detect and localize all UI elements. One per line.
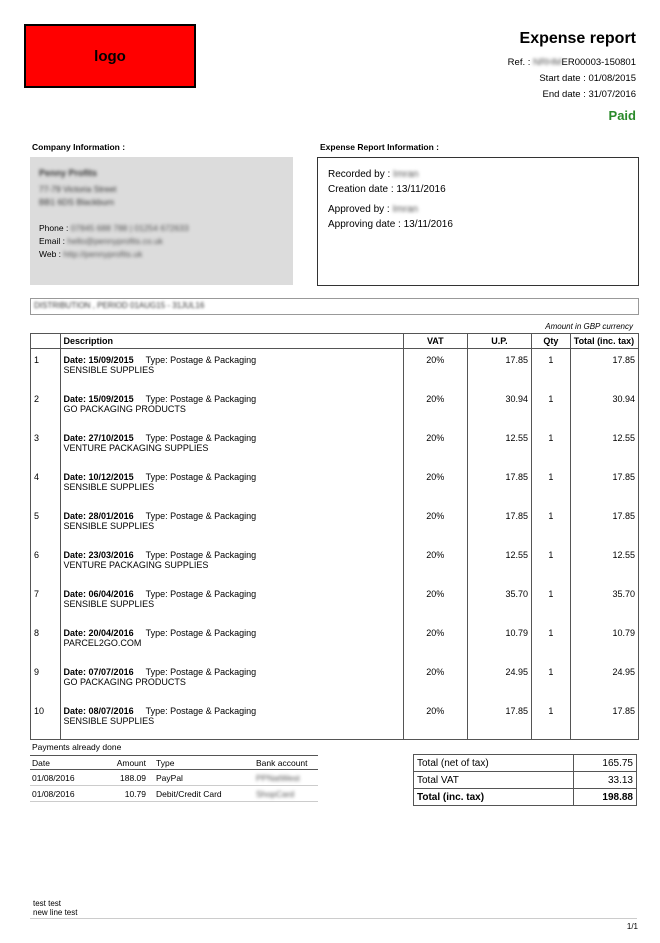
line-total: 35.70 [570,583,638,622]
line-date: Date: 07/07/2016 [63,667,134,677]
line-description [60,349,403,389]
line-total: 17.85 [570,700,638,740]
footer-line-2: new line test [33,908,78,917]
total-inc-label: Total (inc. tax) [414,789,574,806]
line-vat: 20% [403,388,467,427]
line-description [60,544,403,583]
line-unit-price: 30.94 [467,388,531,427]
line-supplier: PARCEL2GO.COM [63,638,142,648]
line-description [60,700,403,740]
line-date: Date: 28/01/2016 [63,511,134,521]
line-total: 10.79 [570,622,638,661]
table-header-row [31,334,639,349]
payments-title: Payments already done [32,742,122,752]
line-supplier: VENTURE PACKAGING SUPPLIES [63,443,209,453]
approving-date: Approving date : 13/11/2016 [328,219,453,230]
line-type: Type: Postage & Packaging [145,550,257,560]
line-number: 5 [31,505,61,544]
line-supplier: SENSIBLE SUPPLIES [63,482,155,492]
total-net-row [414,755,637,772]
line-qty: 1 [532,661,571,700]
phone-value: 07845 688 788 | 01254 672633 [70,223,189,233]
line-unit-price: 35.70 [467,583,531,622]
pay-col-amount: Amount [94,756,154,770]
payment-bank-value: ShopCard [256,788,295,799]
line-vat: 20% [403,544,467,583]
line-date: Date: 27/10/2015 [63,433,134,443]
pay-col-bank: Bank account [254,756,318,770]
line-total: 17.85 [570,505,638,544]
line-description [60,388,403,427]
line-type: Type: Postage & Packaging [145,511,257,521]
line-unit-price: 17.85 [467,349,531,389]
line-date: Date: 15/09/2015 [63,394,134,404]
line-date: Date: 20/04/2016 [63,628,134,638]
table-row [31,505,639,544]
line-supplier: SENSIBLE SUPPLIES [63,716,155,726]
line-unit-price: 10.79 [467,622,531,661]
line-type: Type: Postage & Packaging [145,355,257,365]
end-date: End date : 31/07/2016 [542,89,636,100]
email-label: Email : [39,236,65,246]
table-row [31,661,639,700]
distribution-box [30,298,639,315]
distribution-text: DISTRIBUTION , PERIOD 01AUG15 - 31JUL16 [34,301,205,310]
document-title: Expense report [519,30,636,47]
line-number: 4 [31,466,61,505]
col-vat: VAT [403,334,467,349]
company-section-title: Company Information : [32,142,126,152]
table-row [31,583,639,622]
line-unit-price: 24.95 [467,661,531,700]
line-description [60,622,403,661]
line-date: Date: 23/03/2016 [63,550,134,560]
line-vat: 20% [403,427,467,466]
approved-label: Approved by : [328,204,390,215]
reference [508,57,636,68]
line-qty: 1 [532,349,571,389]
line-supplier: SENSIBLE SUPPLIES [63,365,155,375]
line-total: 17.85 [570,349,638,389]
total-vat-row [414,772,637,789]
line-unit-price: 17.85 [467,700,531,740]
currency-note: Amount in GBP currency [545,322,633,331]
pay-col-type: Type [154,756,254,770]
line-vat: 20% [403,466,467,505]
web-value: http://pennyprofits.uk [63,249,143,259]
payment-bank [254,786,318,802]
phone-label: Phone : [39,223,69,233]
line-number: 8 [31,622,61,661]
line-unit-price: 12.55 [467,544,531,583]
status-badge: Paid [608,108,636,123]
payments-header-row [30,756,318,770]
line-date: Date: 06/04/2016 [63,589,134,599]
line-qty: 1 [532,427,571,466]
line-total: 24.95 [570,661,638,700]
line-qty: 1 [532,700,571,740]
company-name: Penny Profits [39,168,98,178]
payment-bank [254,770,318,786]
line-qty: 1 [532,583,571,622]
line-total: 17.85 [570,466,638,505]
line-supplier: SENSIBLE SUPPLIES [63,521,155,531]
line-total: 12.55 [570,544,638,583]
line-date: Date: 15/09/2015 [63,355,134,365]
footer-line-1: test test [33,899,62,908]
payments-table [30,755,318,802]
line-number: 2 [31,388,61,427]
line-type: Type: Postage & Packaging [145,706,257,716]
line-vat: 20% [403,505,467,544]
line-unit-price: 12.55 [467,427,531,466]
line-supplier: GO PACKAGING PRODUCTS [63,404,186,414]
line-description [60,427,403,466]
email-value: hello@pennyprofits.co.uk [67,236,163,246]
total-inc-value: 198.88 [574,789,637,806]
page-number: 1/1 [626,922,638,931]
table-row [31,622,639,661]
line-unit-price: 17.85 [467,505,531,544]
table-row [31,466,639,505]
company-info-box [30,157,293,285]
line-type: Type: Postage & Packaging [145,472,257,482]
line-qty: 1 [532,622,571,661]
approved-by [328,204,418,215]
line-description [60,583,403,622]
line-number: 9 [31,661,61,700]
approved-value: Imran [392,204,419,215]
start-date: Start date : 01/08/2015 [539,73,636,84]
line-supplier: VENTURE PACKAGING SUPPLIES [63,560,209,570]
line-qty: 1 [532,544,571,583]
pay-col-date: Date [30,756,94,770]
col-unit-price: U.P. [467,334,531,349]
line-vat: 20% [403,622,467,661]
line-description [60,505,403,544]
ref-blurred-prefix: NRHM [533,57,562,68]
report-section-title: Expense Report Information : [320,142,440,152]
col-description: Description [60,334,403,349]
payment-type: Debit/Credit Card [154,786,254,802]
line-number: 6 [31,544,61,583]
line-number: 3 [31,427,61,466]
total-net-value: 165.75 [574,755,637,772]
company-logo: logo [24,24,196,88]
ref-value: ER00003-150801 [561,57,636,68]
recorded-by [328,169,419,180]
company-email [39,236,163,246]
col-qty: Qty [532,334,571,349]
line-number: 1 [31,349,61,389]
ref-label: Ref. : [507,57,531,68]
total-inc-row [414,789,637,806]
line-vat: 20% [403,700,467,740]
total-vat-value: 33.13 [574,772,637,789]
recorded-label: Recorded by : [328,169,391,180]
line-date: Date: 08/07/2016 [63,706,134,716]
line-total: 30.94 [570,388,638,427]
line-number: 7 [31,583,61,622]
col-number [31,334,61,349]
line-date: Date: 10/12/2015 [63,472,134,482]
totals-table [413,754,637,806]
line-type: Type: Postage & Packaging [145,628,257,638]
line-supplier: SENSIBLE SUPPLIES [63,599,155,609]
company-address-1: 77-79 Victoria Street [39,184,117,194]
line-type: Type: Postage & Packaging [145,433,257,443]
line-total: 12.55 [570,427,638,466]
table-row [31,427,639,466]
payment-row [30,770,318,786]
table-row [31,388,639,427]
table-row [31,544,639,583]
line-number: 10 [31,700,61,740]
table-row [31,700,639,740]
table-row [31,349,639,389]
company-address-2: BB1 6DS Blackburn [39,197,115,207]
line-qty: 1 [532,388,571,427]
company-phone [39,223,189,233]
report-info-box [317,157,639,286]
creation-date: Creation date : 13/11/2016 [328,184,446,195]
line-vat: 20% [403,583,467,622]
line-unit-price: 17.85 [467,466,531,505]
payment-date: 01/08/2016 [30,770,94,786]
line-description [60,466,403,505]
payment-bank-value: PPNatWest [256,772,300,783]
footer-divider [30,918,637,919]
line-type: Type: Postage & Packaging [145,394,257,404]
payment-type: PayPal [154,770,254,786]
company-web [39,249,142,259]
col-total: Total (inc. tax) [570,334,638,349]
line-description [60,661,403,700]
total-vat-label: Total VAT [414,772,574,789]
line-vat: 20% [403,661,467,700]
payment-row [30,786,318,802]
recorded-value: Imran [393,169,419,180]
payment-amount: 10.79 [94,786,154,802]
payment-amount: 188.09 [94,770,154,786]
line-qty: 1 [532,505,571,544]
web-label: Web : [39,249,62,259]
line-type: Type: Postage & Packaging [145,589,257,599]
expense-lines-table [30,333,639,740]
line-supplier: GO PACKAGING PRODUCTS [63,677,186,687]
line-qty: 1 [532,466,571,505]
total-net-label: Total (net of tax) [414,755,574,772]
line-vat: 20% [403,349,467,389]
line-type: Type: Postage & Packaging [145,667,257,677]
payment-date: 01/08/2016 [30,786,94,802]
